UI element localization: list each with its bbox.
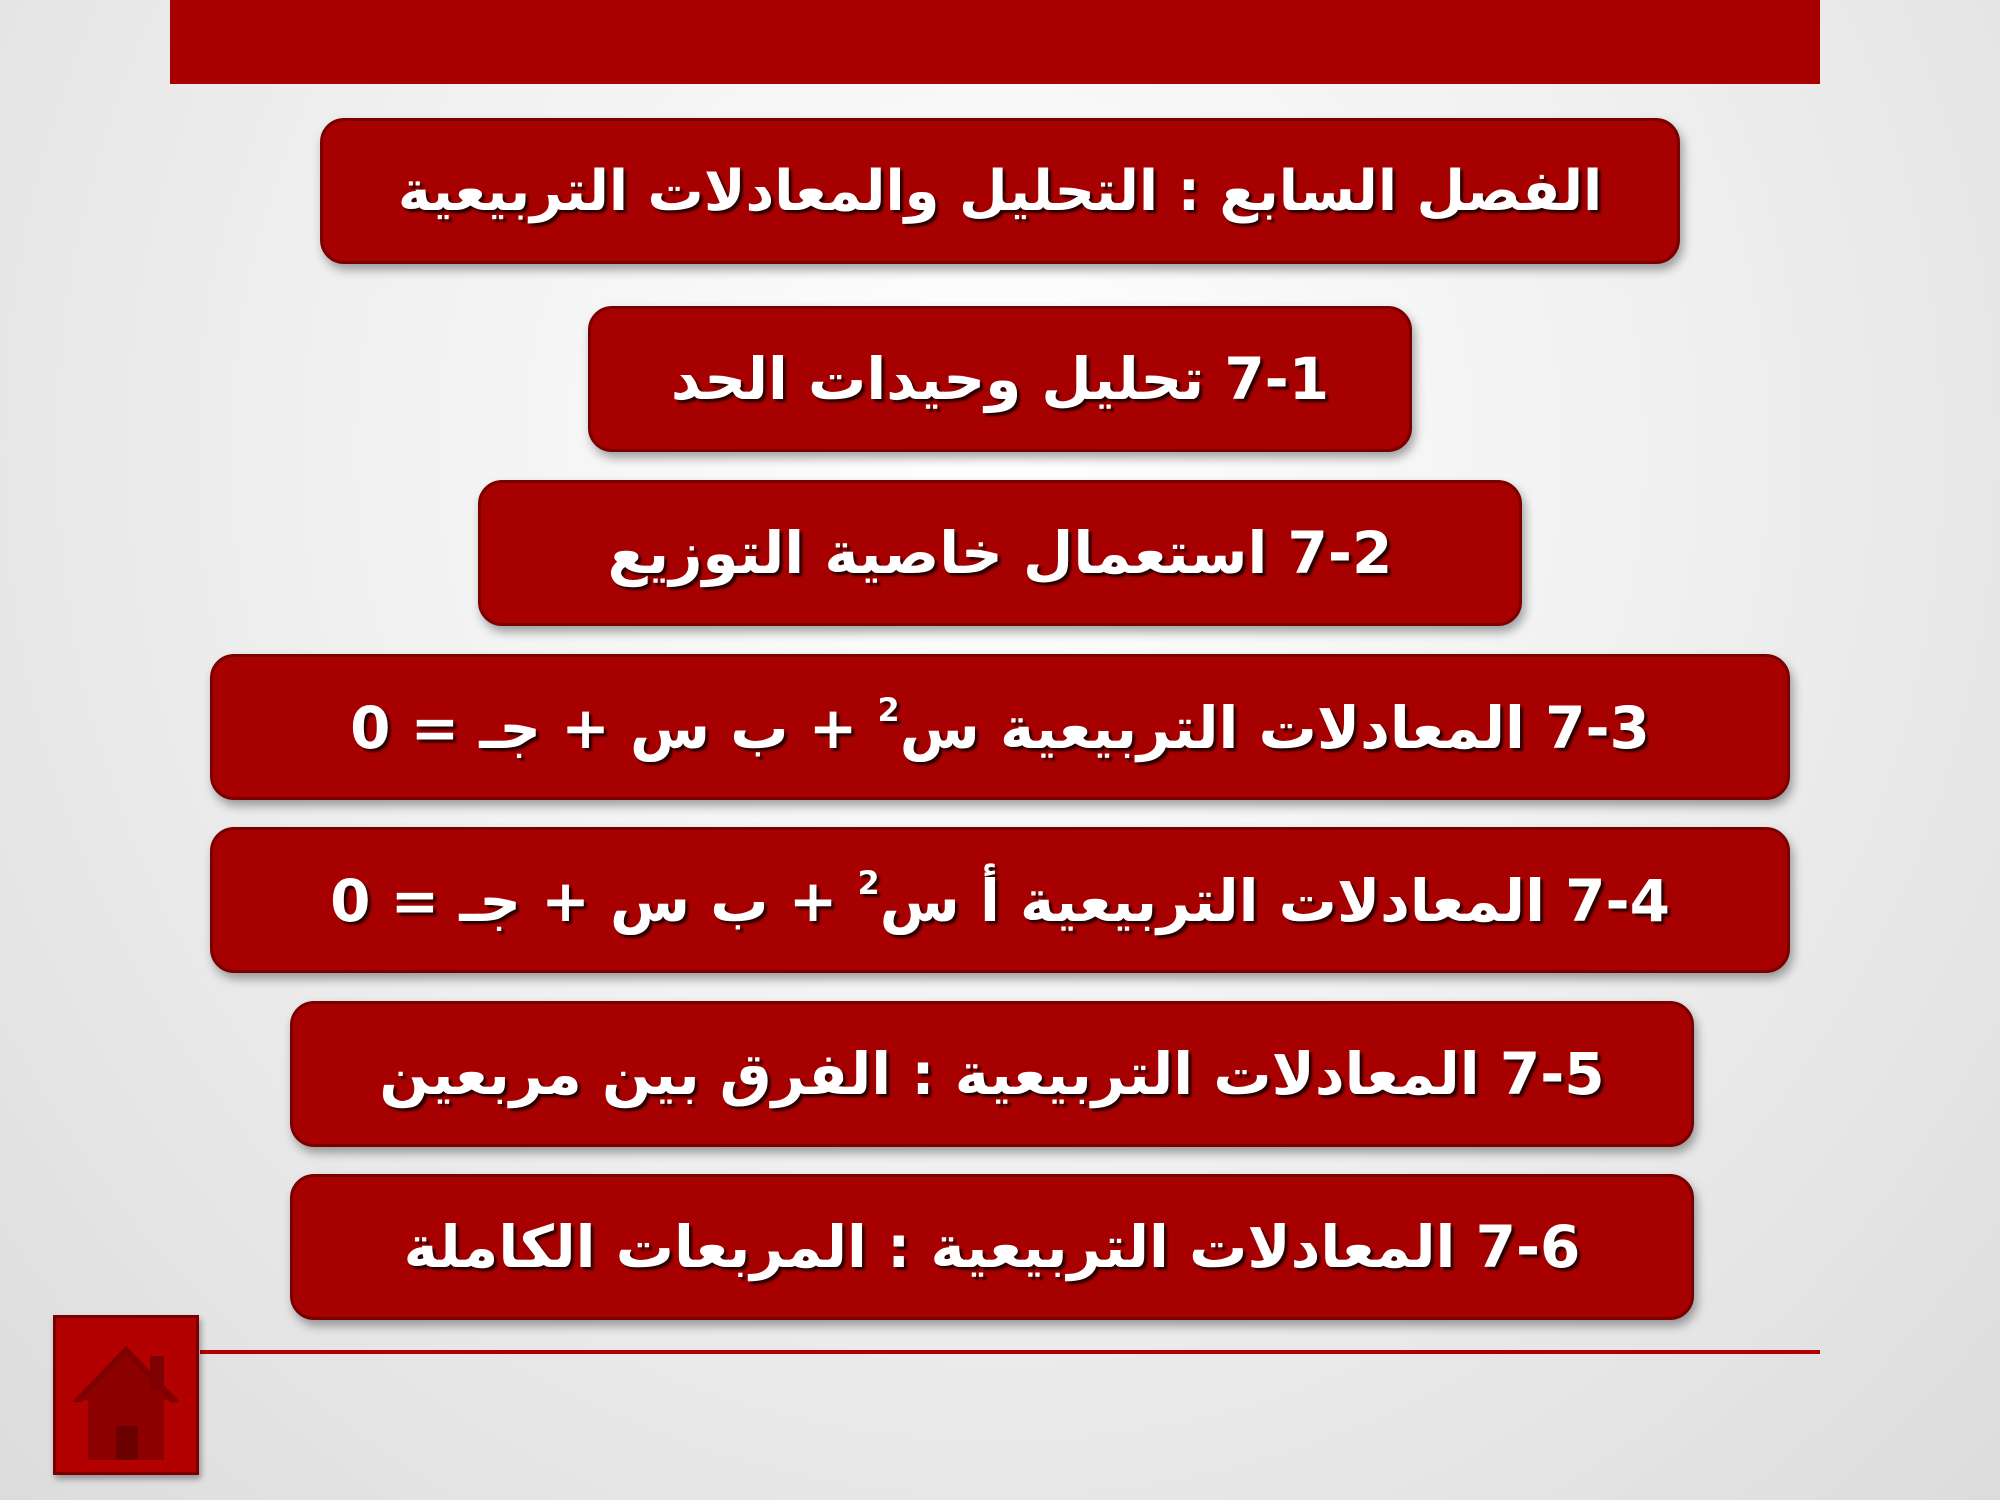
lesson-7-1-button[interactable] [588,306,1412,452]
lesson-7-4-label-end: + ب س + جـ = 0 [330,867,858,936]
lesson-7-5-label: 7-5 المعادلات التربيعية : الفرق بين مربعين [379,1040,1605,1108]
lesson-7-3-exponent: 2 [877,691,900,730]
lesson-7-2-label: 7-2 استعمال خاصية التوزيع [607,519,1393,587]
lesson-7-4-label-start: 7-4 المعادلات التربيعية أ س [879,867,1670,936]
chapter-title-text: الفصل السابع : التحليل والمعادلات التربيعية [397,158,1603,224]
lesson-7-3-label-end: + ب س + جـ = 0 [350,694,878,763]
lesson-7-6-label: 7-6 المعادلات التربيعية : المربعات الكاملة [403,1213,1581,1281]
lesson-7-2-button[interactable] [478,480,1522,626]
lesson-7-3-label [350,691,1650,762]
top-banner [170,0,1820,84]
bottom-divider [200,1350,1820,1354]
chapter-title[interactable] [320,118,1680,264]
home-icon [56,1318,196,1472]
lesson-7-5-button[interactable] [290,1001,1694,1147]
lesson-7-4-exponent: 2 [857,864,880,903]
lesson-7-4-button[interactable] [210,827,1790,973]
lesson-7-4-label [330,864,1670,935]
lesson-7-1-label: 7-1 تحليل وحيدات الحد [670,345,1330,413]
lesson-7-6-button[interactable] [290,1174,1694,1320]
lesson-7-3-button[interactable] [210,654,1790,800]
home-button[interactable] [53,1315,199,1475]
lesson-7-3-label-start: 7-3 المعادلات التربيعية س [899,694,1650,763]
